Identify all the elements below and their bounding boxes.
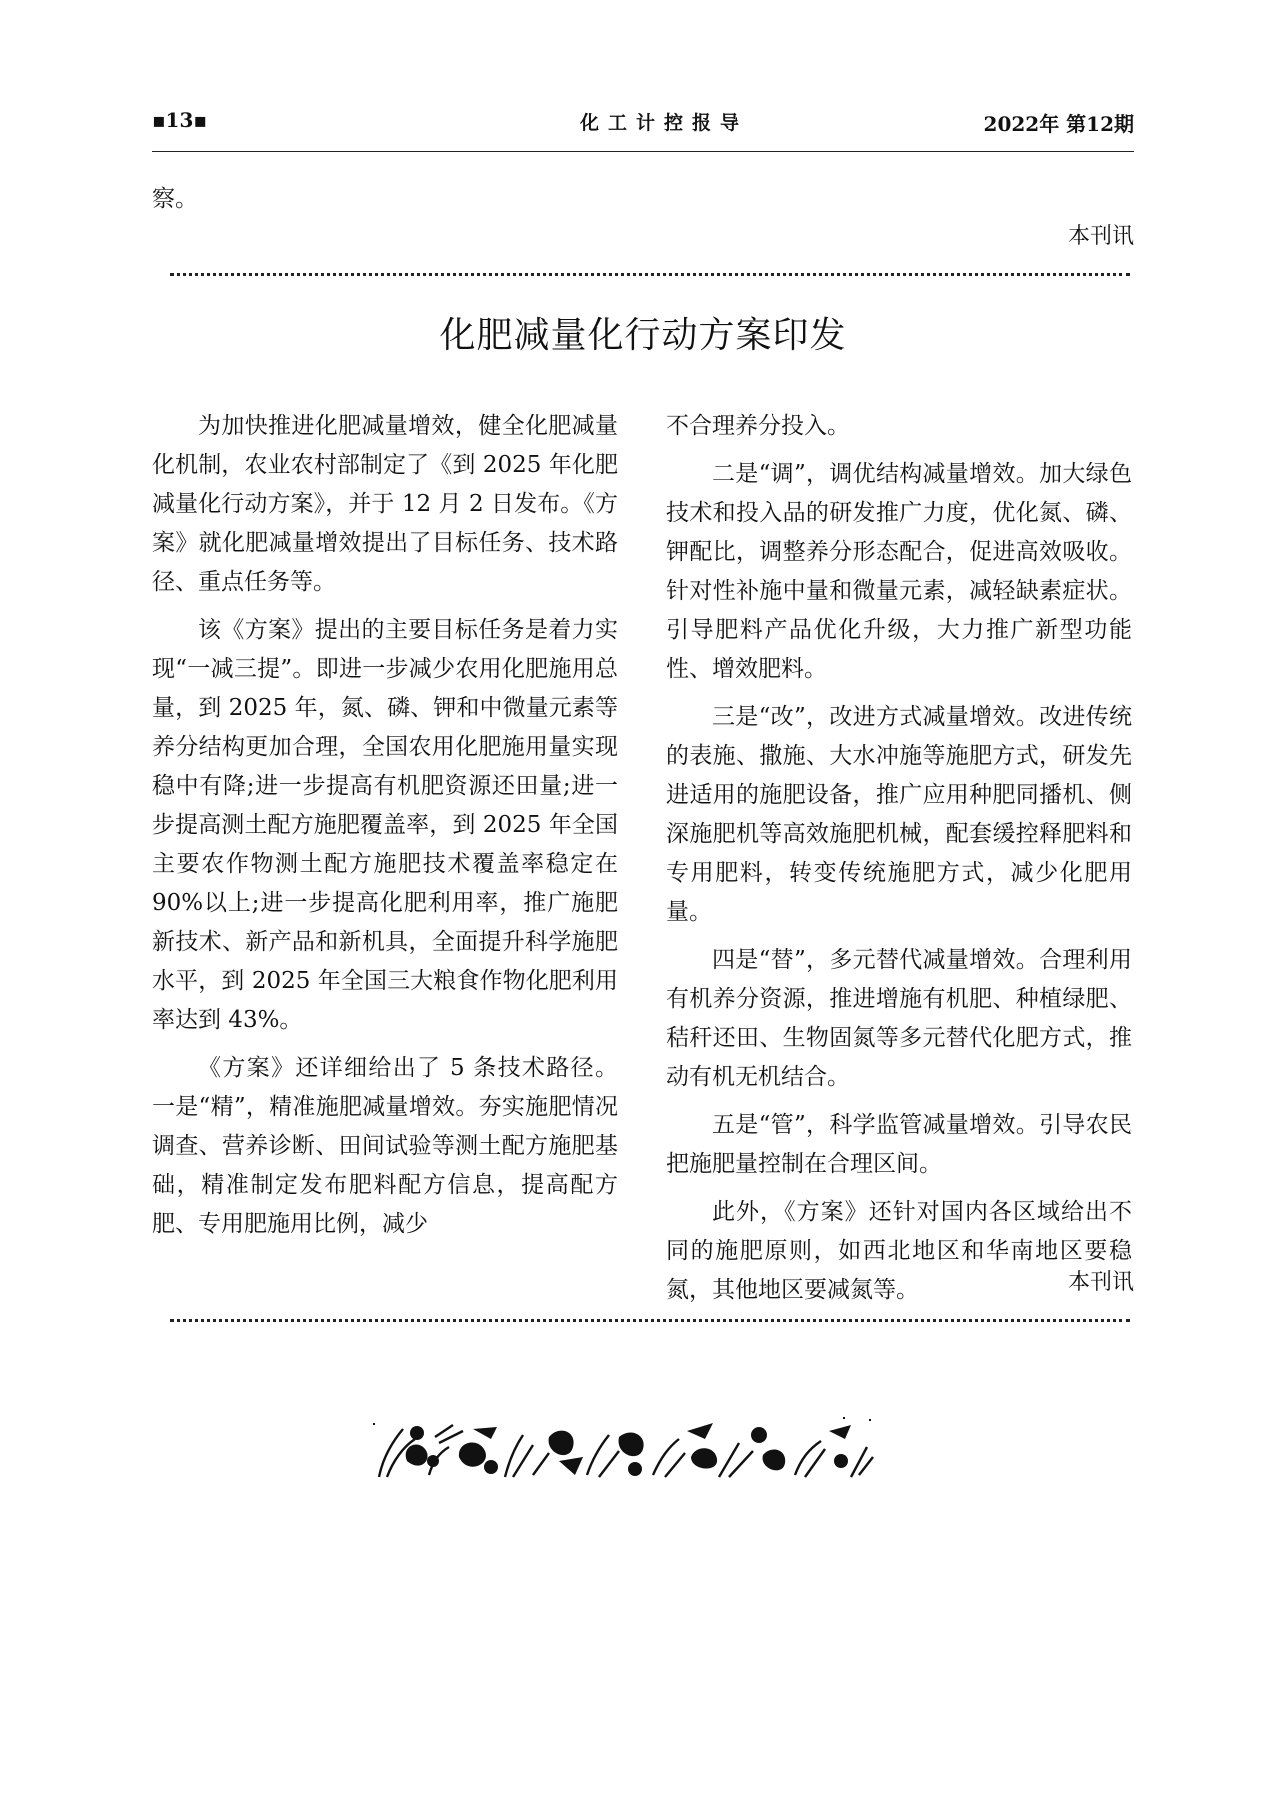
previous-article-tail: 察。 [152, 186, 198, 212]
paragraph: 此外，《方案》还针对国内各区域给出不同的施肥原则，如西北地区和华南地区要稳氮，其他地区要减氮等。 [666, 1199, 1132, 1303]
paragraph: 《方案》还详细给出了 5 条技术路径。一是“精”，精准施肥减量增效。夯实施肥情况调查、营养诊断、田间试验等测土配方施肥基础，精准制定发布肥料配方信息，提高配方肥、专用肥施用比例，减少 [152, 1055, 618, 1237]
dotted-separator [170, 273, 1130, 276]
journal-title: 化工计控报导 [579, 112, 748, 134]
paragraph: 该《方案》提出的主要目标任务是着力实现“一减三提”。即进一步减少农用化肥施用总量，到 2025 年，氮、磷、钾和中微量元素等养分结构更加合理，全国农用化肥施用量实现稳中有降;进一步提高有机肥资源还田量;进一步提高测土配方施肥覆盖率，到 2025 年全国主要农作物测土配方施肥技术覆盖率稳定在 90%以上;进一步提高化肥利用率，推广施肥新技术、新产品和新机具，全面提升科学施肥水平，到 2025 年全国三大粮食作物化肥利用率达到 43%。 [152, 617, 618, 1033]
article-byline: 本刊讯 [1067, 1270, 1134, 1295]
dotted-separator [170, 1319, 1130, 1322]
page-number: ▪13▪ [152, 108, 207, 132]
paragraph: 二是“调”，调优结构减量增效。加大绿色技术和投入品的研发推广力度，优化氮、磷、钾配比，调整养分形态配合，促进高效吸收。针对性补施中量和微量元素，减轻缺素症状。引导肥料产品优化升级，大力推广新型功能性、增效肥料。 [666, 461, 1132, 682]
paragraph: 三是“改”，改进方式减量增效。改进传统的表施、撒施、大水冲施等施肥方式，研发先进适用的施肥设备，推广应用种肥同播机、侧深施肥机等高效施肥机械，配套缓控释肥料和专用肥料，转变传统施肥方式，减少化肥用量。 [666, 704, 1132, 925]
issue-label: 2022年 第12期 [983, 112, 1134, 136]
previous-article-byline: 本刊讯 [1067, 224, 1134, 249]
paragraph: 五是“管”，科学监管减量增效。引导农民把施肥量控制在合理区间。 [666, 1112, 1132, 1177]
paragraph: 为加快推进化肥减量增效，健全化肥减量化机制，农业农村部制定了《到 2025 年化肥减量化行动方案》，并于 12 月 2 日发布。《方案》就化肥减量增效提出了目标任务、技术路径、重点任务等。 [152, 413, 618, 595]
left-column [152, 407, 618, 1244]
article-title: 化肥减量化行动方案印发 [439, 315, 847, 356]
paragraph-continuation: 不合理养分投入。 [666, 413, 850, 439]
floral-border-ornament-icon [373, 1417, 877, 1483]
header-rule [152, 151, 1134, 152]
running-header [152, 108, 1134, 144]
right-column [666, 407, 1132, 1310]
paragraph: 四是“替”，多元替代减量增效。合理利用有机养分资源，推进增施有机肥、种植绿肥、秸秆还田、生物固氮等多元替代化肥方式，推动有机无机结合。 [666, 947, 1132, 1090]
